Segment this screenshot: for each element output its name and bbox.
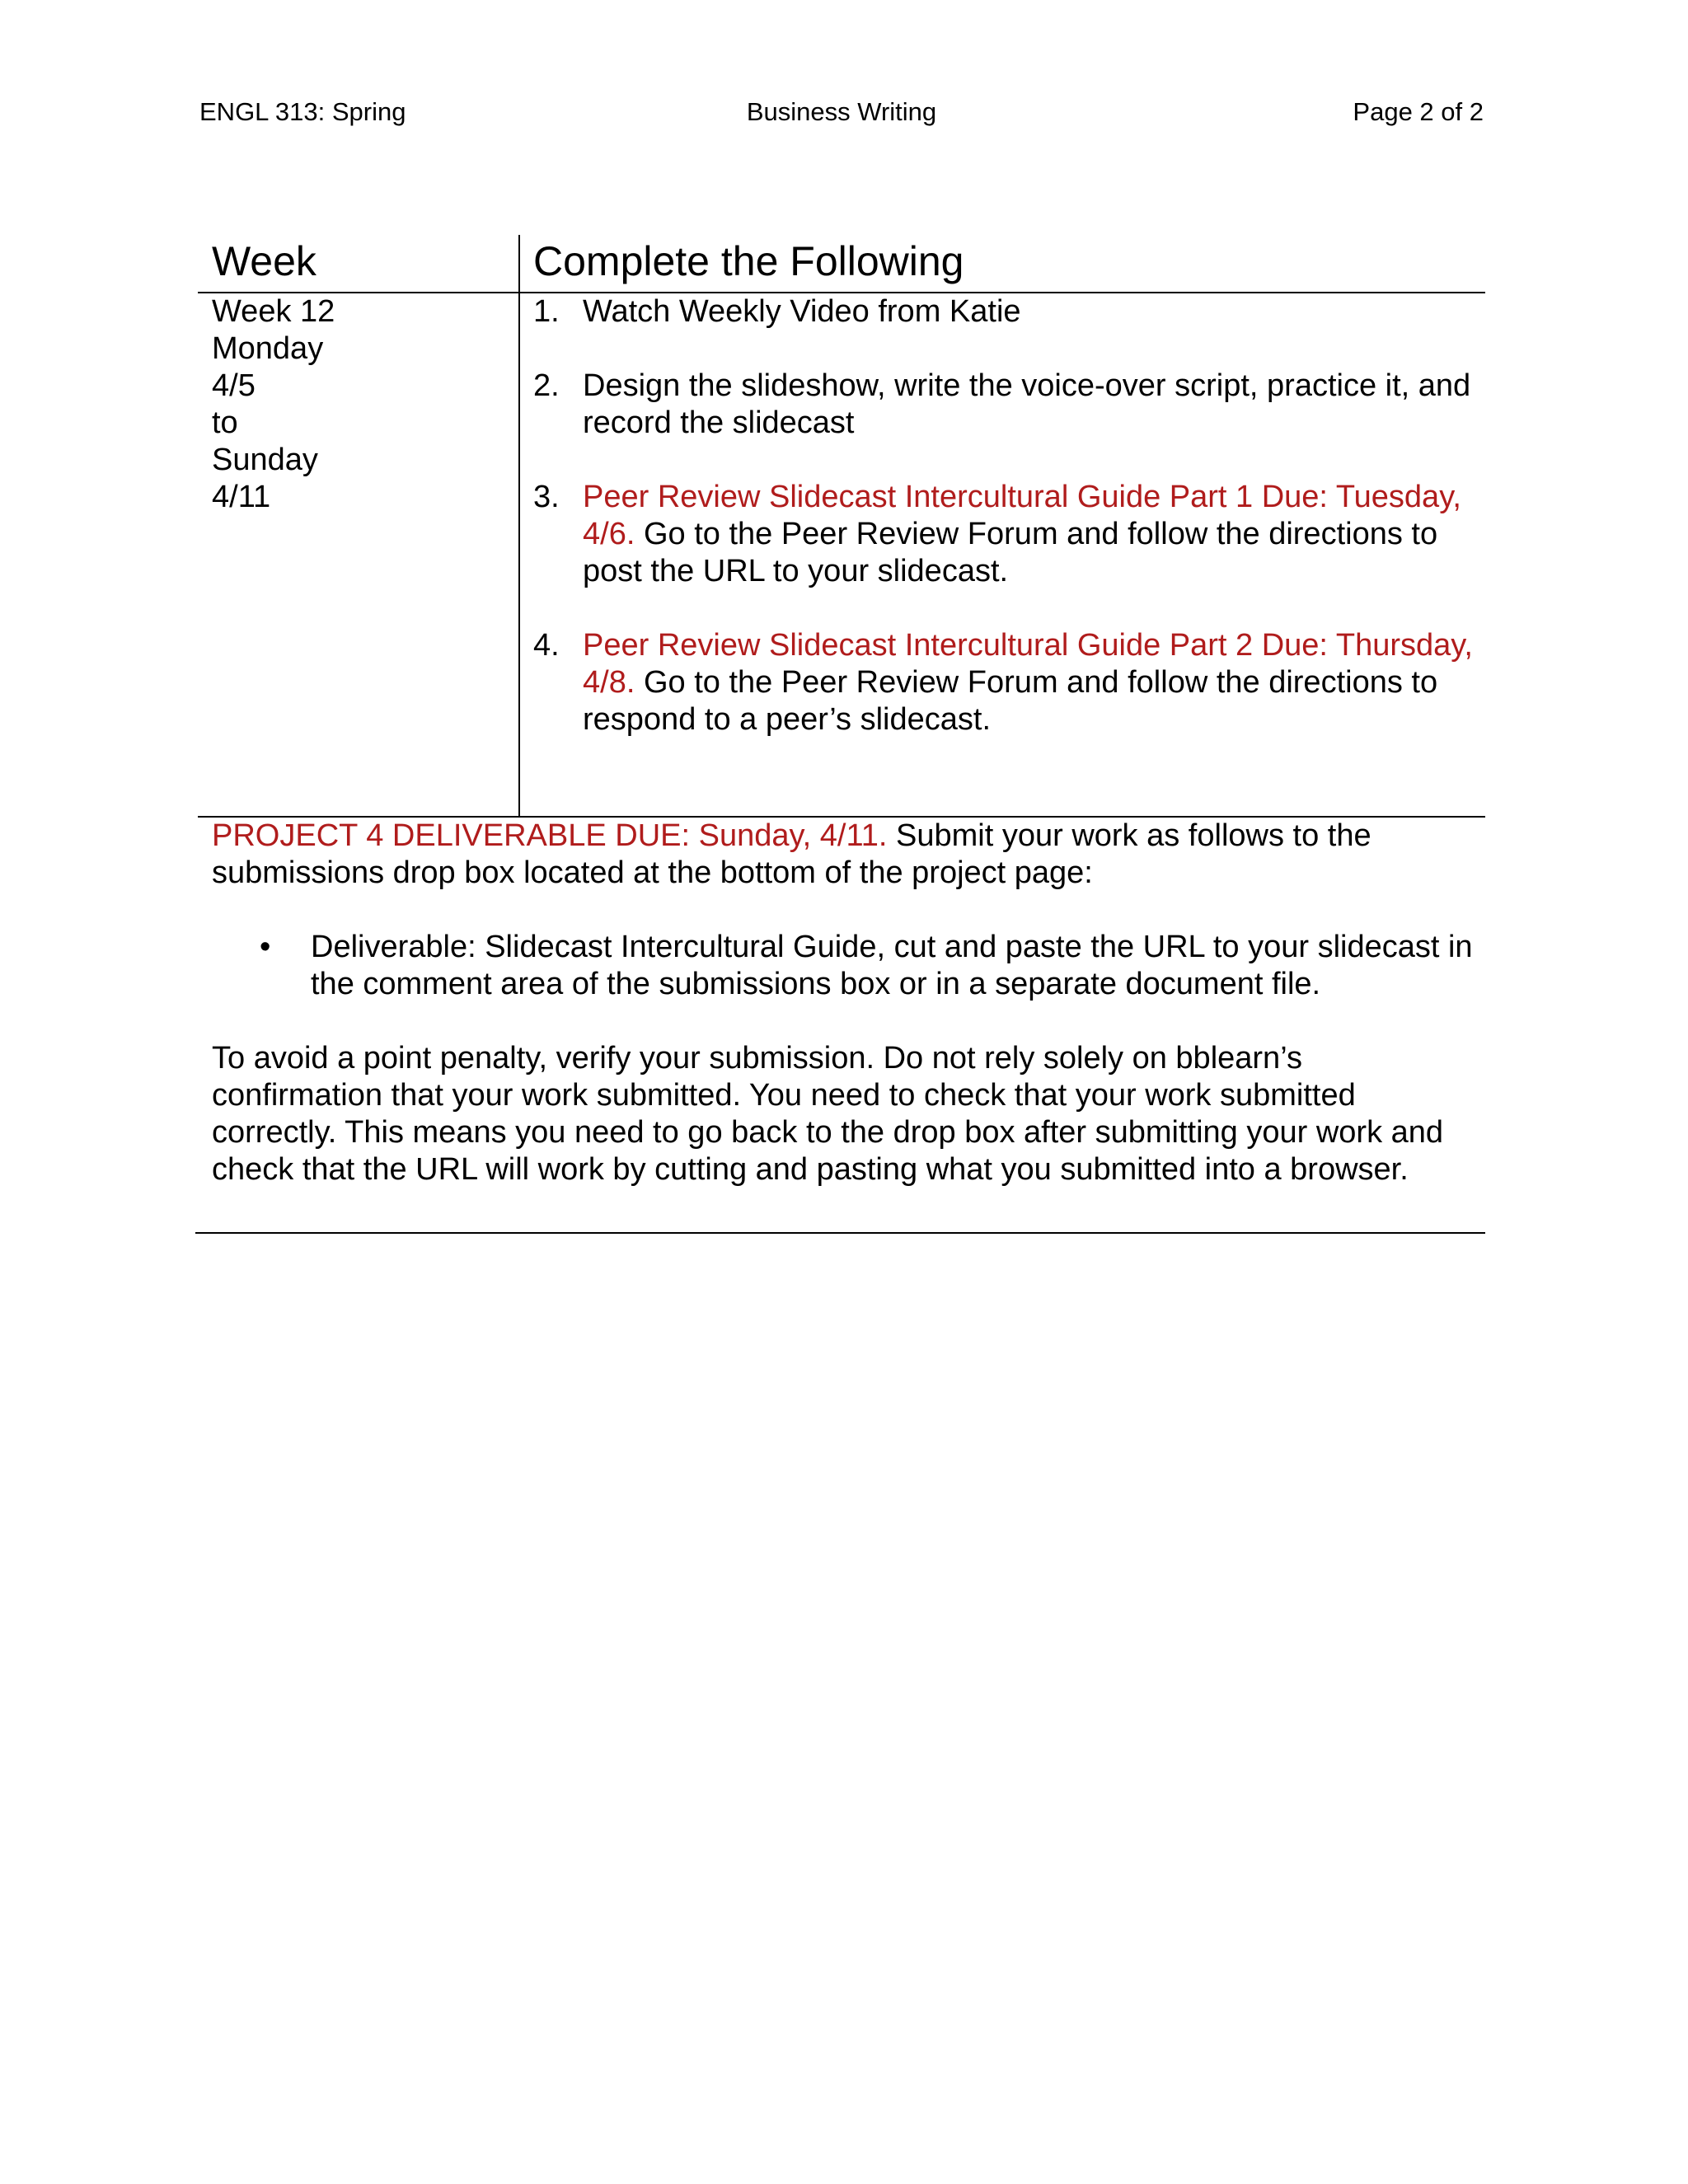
task-text: Go to the Peer Review Forum and follow the directions to respond to a peer’s slidecast. [583,665,1438,737]
list-item [533,627,1481,738]
task-number: 1. [533,294,560,329]
deliverable-bullet-text: Deliverable: Slidecast Intercultural Guide, cut and paste the URL to your slidecast in the comment area of the submissions box or in a separate document file. [311,930,1473,1001]
task-text: Watch Weekly Video from Katie [583,294,1021,329]
task-number: 3. [533,480,560,514]
week-label: Week 12 [212,294,335,329]
task-text: Go to the Peer Review Forum and follow the directions to post the URL to your slidecast. [583,517,1438,588]
week-end-day: Sunday [212,443,318,477]
task-number: 4. [533,628,560,663]
task-text: Design the slideshow, write the voice-over script, practice it, and record the slidecast [583,368,1471,440]
week-end-date: 4/11 [212,480,271,514]
week-range-word: to [212,405,238,440]
verification-note: To avoid a point penalty, verify your submission. Do not rely solely on bblearn’s confirmation that your work submitted. You need to check that your work submitted correctly. This means you need to go back to the drop box after submitting your work and check that the URL will work by cutting and pasting what you submitted into a browser. [212,1041,1444,1187]
task-number: 2. [533,368,560,403]
schedule-table [198,235,1485,1234]
column-divider [518,235,520,816]
bullet-icon: • [260,930,271,964]
column-header-week: Week [212,238,316,284]
week-start-day: Monday [212,331,324,366]
list-item [260,929,1481,1003]
week-start-date: 4/5 [212,368,256,403]
deliverable-bullet-list [212,929,1481,1003]
header-title: Business Writing [746,97,937,126]
list-item [533,293,1481,330]
header-course: ENGL 313: Spring [199,97,406,126]
deliverable-instructions: Submit your work as follows to the submissions drop box located at the bottom of the project page: [212,818,1372,890]
column-header-tasks: Complete the Following [533,238,964,284]
table-bottom-rule [195,1232,1485,1234]
header-page-number: Page 2 of 2 [1353,97,1484,126]
task-due-text: Peer Review Slidecast Intercultural Guide Part 1 Due: Tuesday, 4/6. [583,480,1461,551]
deliverable-section [212,818,1481,1226]
page-header [199,97,1484,134]
task-due-text: Peer Review Slidecast Intercultural Guide Part 2 Due: Thursday, 4/8. [583,628,1473,700]
list-item [533,368,1481,442]
list-item [533,479,1481,590]
deliverable-due-paragraph [212,818,1481,892]
task-list [533,293,1481,776]
deliverable-due-date: PROJECT 4 DELIVERABLE DUE: Sunday, 4/11. [212,818,888,853]
week-cell [212,293,509,516]
